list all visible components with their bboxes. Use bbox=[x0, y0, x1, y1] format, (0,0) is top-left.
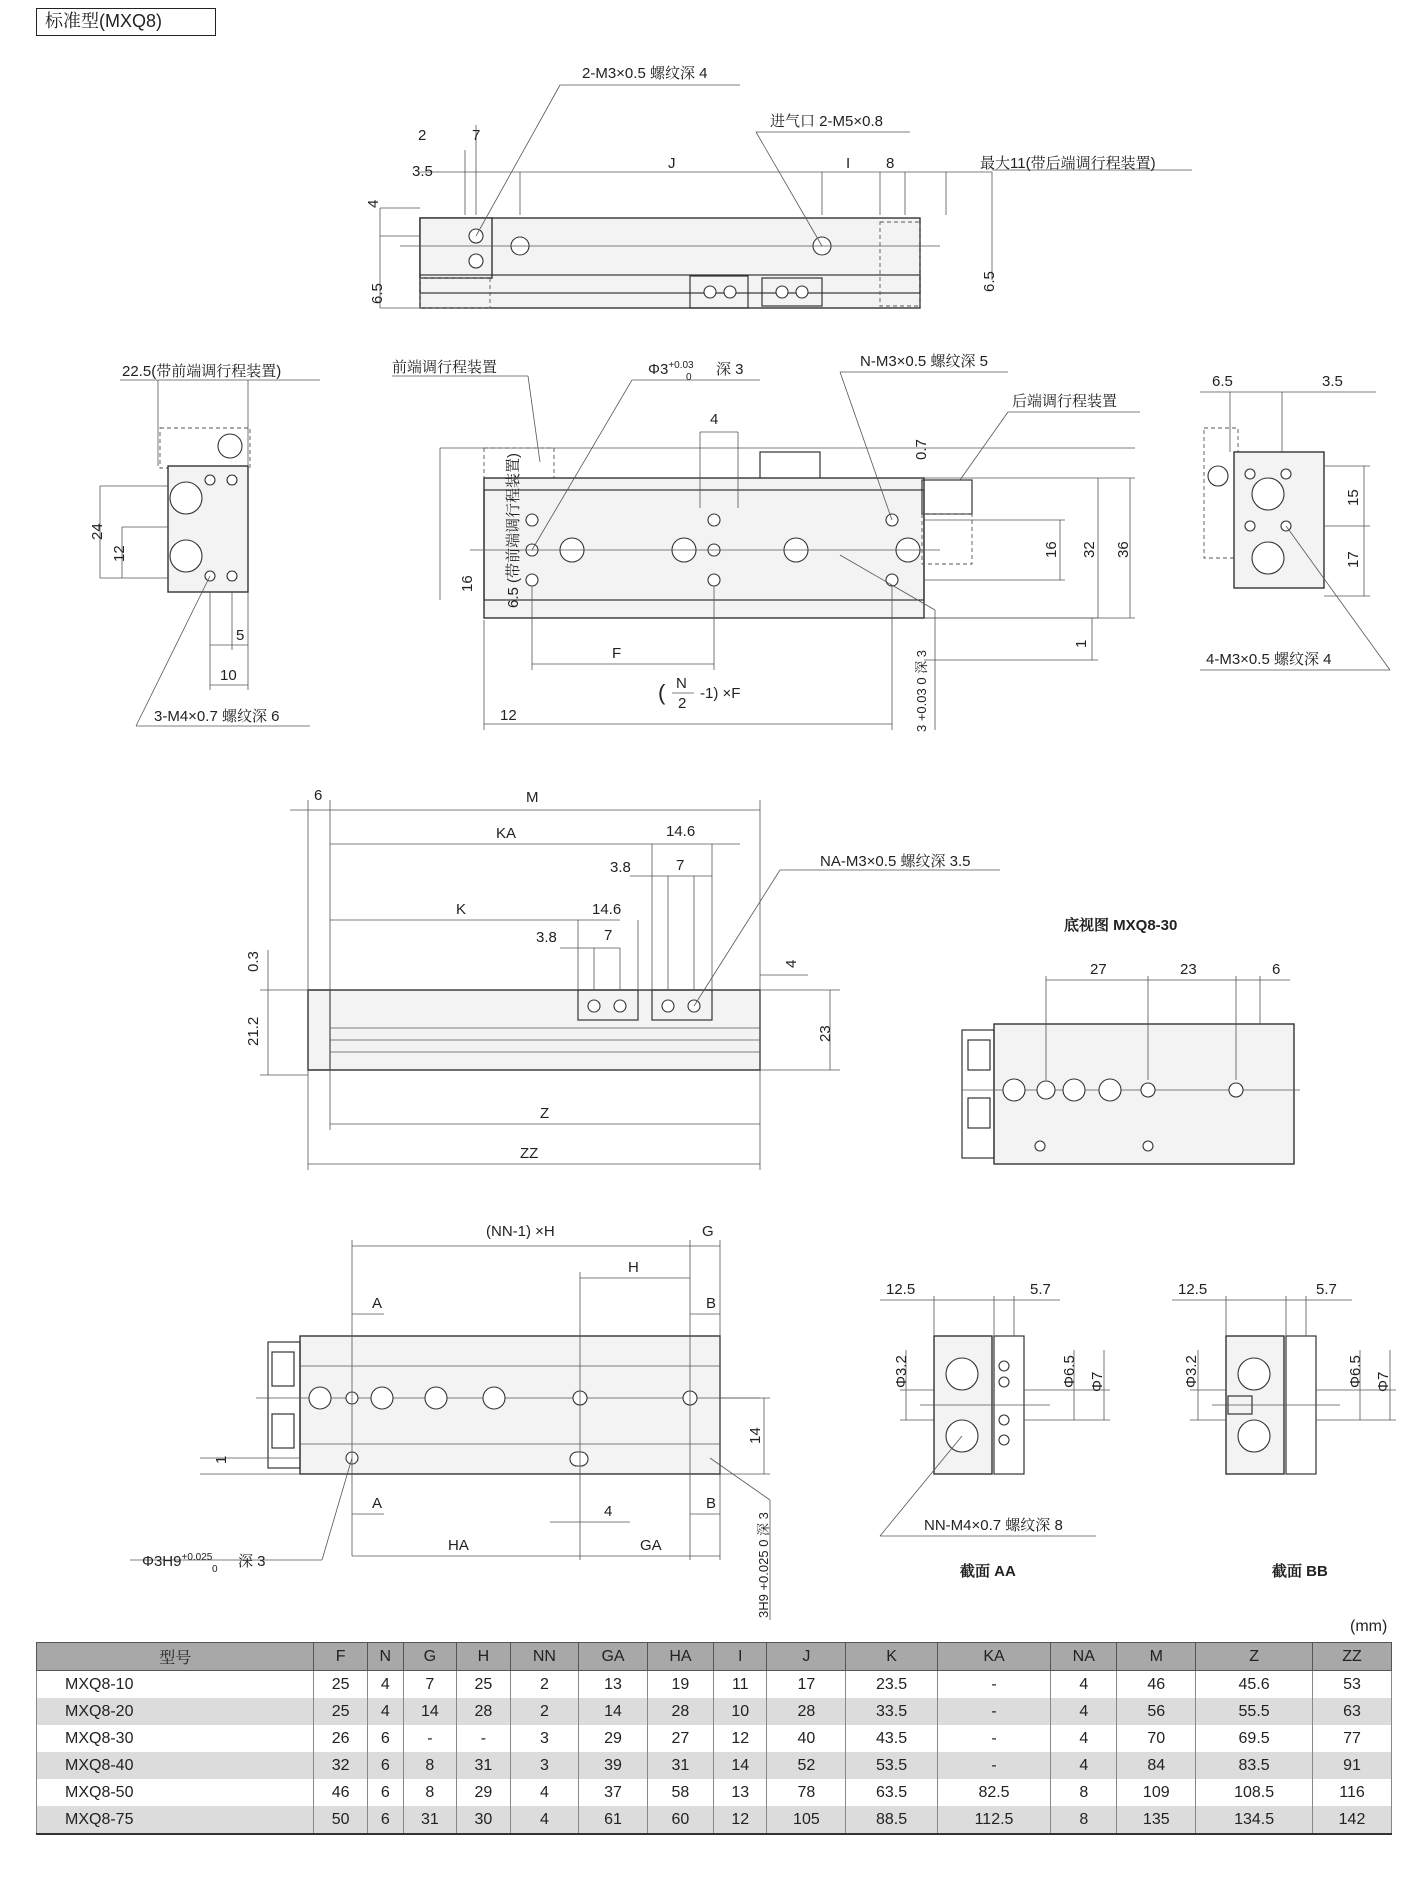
table-cell: 82.5 bbox=[937, 1779, 1050, 1806]
dim-phi-6-5-bb: Φ6.5 bbox=[1347, 1355, 1364, 1388]
bottom-view bbox=[962, 916, 1300, 1164]
table-cell: 12 bbox=[714, 1725, 767, 1752]
table-cell: 17 bbox=[767, 1671, 846, 1699]
dim-phi-7-aa: Φ7 bbox=[1089, 1371, 1106, 1392]
table-cell: 60 bbox=[647, 1806, 713, 1834]
table-cell: 91 bbox=[1313, 1752, 1392, 1779]
dim-5-7-bb: 5.7 bbox=[1316, 1281, 1337, 1298]
slot-vertical-tol-lower: 3H9 +0.025 0 深 3 bbox=[756, 1512, 771, 1618]
dim-4: 4 bbox=[365, 199, 382, 208]
dim-GA: GA bbox=[640, 1537, 662, 1554]
table-cell: 14 bbox=[714, 1752, 767, 1779]
table-cell: 4 bbox=[1051, 1725, 1117, 1752]
dim-0-7: 0.7 bbox=[913, 439, 930, 460]
thread-note-right: 4-M3×0.5 螺纹深 4 bbox=[1206, 651, 1332, 668]
table-cell: 10 bbox=[714, 1698, 767, 1725]
table-cell: 84 bbox=[1117, 1752, 1196, 1779]
table-cell: 25 bbox=[457, 1671, 510, 1699]
table-cell: 31 bbox=[403, 1806, 456, 1834]
table-cell: 105 bbox=[767, 1806, 846, 1834]
phi-hole-lower-depth: 深 3 bbox=[238, 1553, 266, 1570]
section-mark-B-bottom: B bbox=[706, 1495, 717, 1512]
phi-hole-label: $\Phi 3^{+0.03}$ bbox=[648, 360, 694, 378]
side-view bbox=[245, 787, 1000, 1170]
dim-J: J bbox=[668, 155, 676, 172]
table-header-cell: F bbox=[314, 1643, 367, 1671]
table-cell: 135 bbox=[1117, 1806, 1196, 1834]
dim-24: 24 bbox=[89, 523, 106, 540]
table-cell: 58 bbox=[647, 1779, 713, 1806]
table-row bbox=[37, 1752, 1392, 1779]
table-cell: 31 bbox=[647, 1752, 713, 1779]
table-cell: 116 bbox=[1313, 1779, 1392, 1806]
dim-1-mid: 1 bbox=[1073, 639, 1090, 648]
table-cell: 56 bbox=[1117, 1698, 1196, 1725]
dim-NN-H: (NN-1) ×H bbox=[486, 1223, 555, 1240]
table-cell: 19 bbox=[647, 1671, 713, 1699]
section-aa bbox=[880, 1281, 1110, 1580]
port-note: 进气口 2-M5×0.8 bbox=[770, 113, 883, 130]
table-cell: 134.5 bbox=[1196, 1806, 1313, 1834]
table-cell: 46 bbox=[1117, 1671, 1196, 1699]
dim-H: H bbox=[628, 1259, 639, 1276]
thread-note-left: 3-M4×0.7 螺纹深 6 bbox=[154, 708, 280, 725]
table-cell: 52 bbox=[767, 1752, 846, 1779]
table-header-cell: ZZ bbox=[1313, 1643, 1392, 1671]
svg-text:-1) ×F: -1) ×F bbox=[700, 685, 741, 702]
section-mark-B-top: B bbox=[706, 1295, 717, 1312]
section-bb bbox=[1172, 1281, 1396, 1580]
dim-14-6-upper: 14.6 bbox=[666, 823, 696, 840]
table-header-row bbox=[37, 1643, 1392, 1671]
table-cell: 40 bbox=[767, 1725, 846, 1752]
dim-4-side: 4 bbox=[783, 959, 800, 968]
table-cell: 14 bbox=[579, 1698, 648, 1725]
table-header-cell: Z bbox=[1196, 1643, 1313, 1671]
front-adjuster-label: 前端调行程装置 bbox=[392, 359, 498, 376]
table-header-cell: KA bbox=[937, 1643, 1050, 1671]
table-cell: - bbox=[937, 1752, 1050, 1779]
table-cell: 30 bbox=[457, 1806, 510, 1834]
dim-6-bottom: 6 bbox=[1272, 961, 1281, 978]
dim-I: I bbox=[846, 155, 851, 172]
dim-4-mid: 4 bbox=[710, 411, 719, 428]
formula-N-over-2 bbox=[658, 675, 740, 712]
dim-1-lower: 1 bbox=[213, 1455, 230, 1464]
table-cell: 6 bbox=[367, 1725, 403, 1752]
table-header-cell: HA bbox=[647, 1643, 713, 1671]
dim-6-5-right-end: 6.5 bbox=[1212, 373, 1233, 390]
dim-K: K bbox=[456, 901, 467, 918]
svg-text:2: 2 bbox=[678, 695, 687, 712]
dim-6-5-left: 6.5 bbox=[369, 283, 386, 304]
table-cell: 4 bbox=[1051, 1671, 1117, 1699]
table-cell: 109 bbox=[1117, 1779, 1196, 1806]
table-cell: 8 bbox=[403, 1752, 456, 1779]
table-cell: 53.5 bbox=[846, 1752, 937, 1779]
table-cell: 3 bbox=[510, 1752, 579, 1779]
page-title: 标准型(MXQ8) bbox=[36, 8, 216, 36]
table-header-cell: NA bbox=[1051, 1643, 1117, 1671]
table-cell: 112.5 bbox=[937, 1806, 1050, 1834]
dim-Z: Z bbox=[540, 1105, 550, 1122]
dim-12-5-bb: 12.5 bbox=[1178, 1281, 1208, 1298]
table-cell: 28 bbox=[767, 1698, 846, 1725]
table-cell: 4 bbox=[1051, 1698, 1117, 1725]
dim-3-8-lower: 3.8 bbox=[536, 929, 557, 946]
table-header-cell: H bbox=[457, 1643, 510, 1671]
table-cell: 27 bbox=[647, 1725, 713, 1752]
table-cell: 63.5 bbox=[846, 1779, 937, 1806]
table-cell: 13 bbox=[714, 1779, 767, 1806]
dim-4-lower: 4 bbox=[604, 1503, 613, 1520]
dim-7: 7 bbox=[472, 127, 481, 144]
table-header-cell: J bbox=[767, 1643, 846, 1671]
table-cell: 23.5 bbox=[846, 1671, 937, 1699]
dim-3-8-upper: 3.8 bbox=[610, 859, 631, 876]
dim-3-5: 3.5 bbox=[412, 163, 433, 180]
table-cell: - bbox=[403, 1725, 456, 1752]
dim-23-bottom: 23 bbox=[1180, 961, 1197, 978]
table-cell: 29 bbox=[457, 1779, 510, 1806]
table-cell: 11 bbox=[714, 1671, 767, 1699]
table-cell: 8 bbox=[403, 1779, 456, 1806]
table-cell: 7 bbox=[403, 1671, 456, 1699]
dim-23-side: 23 bbox=[817, 1025, 834, 1042]
thread-note-mid: N-M3×0.5 螺纹深 5 bbox=[860, 353, 988, 370]
table-cell: 6 bbox=[367, 1752, 403, 1779]
dim-0-3: 0.3 bbox=[245, 951, 262, 972]
table-cell: 6 bbox=[367, 1806, 403, 1834]
table-header-cell: NN bbox=[510, 1643, 579, 1671]
table-row bbox=[37, 1806, 1392, 1834]
table-cell: 4 bbox=[367, 1698, 403, 1725]
dim-2: 2 bbox=[418, 127, 427, 144]
table-cell: 142 bbox=[1313, 1806, 1392, 1834]
dim-F: F bbox=[612, 645, 622, 662]
table-cell: 37 bbox=[579, 1779, 648, 1806]
dim-32: 32 bbox=[1081, 541, 1098, 558]
table-cell: 4 bbox=[510, 1779, 579, 1806]
thread-note-aa: NN-M4×0.7 螺纹深 8 bbox=[924, 1517, 1063, 1534]
table-header-cell: G bbox=[403, 1643, 456, 1671]
dim-12-mid: 12 bbox=[500, 707, 517, 724]
table-cell: 29 bbox=[579, 1725, 648, 1752]
table-cell: 77 bbox=[1313, 1725, 1392, 1752]
table-cell: MXQ8-30 bbox=[37, 1725, 314, 1752]
table-cell: 45.6 bbox=[1196, 1671, 1313, 1699]
unit-label: (mm) bbox=[1350, 1618, 1388, 1635]
table-cell: 14 bbox=[403, 1698, 456, 1725]
table-header-cell: I bbox=[714, 1643, 767, 1671]
table-cell: 32 bbox=[314, 1752, 367, 1779]
table-body bbox=[37, 1671, 1392, 1835]
dim-27: 27 bbox=[1090, 961, 1107, 978]
spec-table bbox=[36, 1642, 1392, 1835]
table-cell: 83.5 bbox=[1196, 1752, 1313, 1779]
table-cell: - bbox=[457, 1725, 510, 1752]
dim-15: 15 bbox=[1345, 489, 1362, 506]
table-cell: 26 bbox=[314, 1725, 367, 1752]
section-bb-title: 截面 BB bbox=[1272, 1563, 1328, 1580]
table-cell: - bbox=[937, 1698, 1050, 1725]
table-header-cell: N bbox=[367, 1643, 403, 1671]
table-cell: 39 bbox=[579, 1752, 648, 1779]
lower-front-view bbox=[130, 1223, 771, 1620]
dim-phi-3-2-aa: Φ3.2 bbox=[893, 1355, 910, 1388]
table-cell: 55.5 bbox=[1196, 1698, 1313, 1725]
svg-text:(: ( bbox=[658, 680, 666, 705]
phi-hole-lower: $\Phi 3H9^{+0.025}$ bbox=[142, 1552, 213, 1570]
table-cell: 6 bbox=[367, 1779, 403, 1806]
section-aa-title: 截面 AA bbox=[960, 1563, 1016, 1580]
table-cell: MXQ8-40 bbox=[37, 1752, 314, 1779]
table-cell: 2 bbox=[510, 1671, 579, 1699]
left-end-view bbox=[89, 363, 320, 726]
table-cell: 8 bbox=[1051, 1779, 1117, 1806]
dim-14-6-lower: 14.6 bbox=[592, 901, 622, 918]
table-cell: 2 bbox=[510, 1698, 579, 1725]
thread-note-side: NA-M3×0.5 螺纹深 3.5 bbox=[820, 853, 971, 870]
table-cell: 13 bbox=[579, 1671, 648, 1699]
table-cell: - bbox=[937, 1671, 1050, 1699]
dim-G: G bbox=[702, 1223, 714, 1240]
table-cell: 61 bbox=[579, 1806, 648, 1834]
dim-16-left: 16 bbox=[459, 575, 476, 592]
table-cell: 43.5 bbox=[846, 1725, 937, 1752]
dim-HA: HA bbox=[448, 1537, 469, 1554]
max-stroke-note: 最大11(带后端调行程装置) bbox=[980, 155, 1156, 172]
table-header-cell: 型号 bbox=[37, 1643, 314, 1671]
dim-8: 8 bbox=[886, 155, 895, 172]
dim-phi-3-2-bb: Φ3.2 bbox=[1183, 1355, 1200, 1388]
table-cell: 31 bbox=[457, 1752, 510, 1779]
dim-16-right: 16 bbox=[1043, 541, 1060, 558]
table-cell: 33.5 bbox=[846, 1698, 937, 1725]
table-cell: MXQ8-20 bbox=[37, 1698, 314, 1725]
table-cell: 69.5 bbox=[1196, 1725, 1313, 1752]
phi-hole-depth: 深 3 bbox=[716, 361, 744, 378]
dim-6-side: 6 bbox=[314, 787, 323, 804]
table-cell: 28 bbox=[647, 1698, 713, 1725]
table-header-cell: GA bbox=[579, 1643, 648, 1671]
section-mark-A-bottom: A bbox=[372, 1495, 383, 1512]
middle-front-view bbox=[392, 353, 1140, 732]
dim-3-5-right-end: 3.5 bbox=[1322, 373, 1343, 390]
slot-vertical-tol: 3 +0.03 0 深 3 bbox=[914, 649, 929, 732]
table-cell: - bbox=[937, 1725, 1050, 1752]
table-cell: 3 bbox=[510, 1725, 579, 1752]
table-cell: 8 bbox=[1051, 1806, 1117, 1834]
bottom-view-title: 底视图 MXQ8-30 bbox=[1064, 917, 1178, 934]
right-end-view bbox=[1200, 373, 1390, 670]
dim-6-5-right: 6.5 bbox=[981, 271, 998, 292]
table-row bbox=[37, 1671, 1392, 1699]
svg-text:N: N bbox=[676, 675, 687, 692]
dim-12-5-aa: 12.5 bbox=[886, 1281, 916, 1298]
table-cell: 46 bbox=[314, 1779, 367, 1806]
table-row bbox=[37, 1725, 1392, 1752]
dim-5-7-aa: 5.7 bbox=[1030, 1281, 1051, 1298]
table-cell: 88.5 bbox=[846, 1806, 937, 1834]
dim-M: M bbox=[526, 789, 539, 806]
table-cell: MXQ8-10 bbox=[37, 1671, 314, 1699]
dim-5: 5 bbox=[236, 627, 245, 644]
table-row bbox=[37, 1779, 1392, 1806]
table-cell: 4 bbox=[367, 1671, 403, 1699]
dim-36: 36 bbox=[1115, 541, 1132, 558]
dim-phi-7-bb: Φ7 bbox=[1375, 1371, 1392, 1392]
section-mark-A-top: A bbox=[372, 1295, 383, 1312]
top-view bbox=[365, 65, 1192, 308]
table-cell: 12 bbox=[714, 1806, 767, 1834]
table-cell: 28 bbox=[457, 1698, 510, 1725]
table-cell: 53 bbox=[1313, 1671, 1392, 1699]
table-cell: 70 bbox=[1117, 1725, 1196, 1752]
dim-KA: KA bbox=[496, 825, 517, 842]
dim-7-lower: 7 bbox=[604, 927, 613, 944]
table-header-cell: M bbox=[1117, 1643, 1196, 1671]
dim-10: 10 bbox=[220, 667, 237, 684]
dim-14: 14 bbox=[747, 1427, 764, 1444]
phi-hole-tol-zero: 0 bbox=[686, 372, 692, 383]
table-row bbox=[37, 1698, 1392, 1725]
dim-21-2: 21.2 bbox=[245, 1016, 262, 1046]
dim-7-upper: 7 bbox=[676, 857, 685, 874]
thread-note-top: 2-M3×0.5 螺纹深 4 bbox=[582, 65, 708, 82]
rear-adjuster-label: 后端调行程装置 bbox=[1012, 393, 1118, 410]
dim-ZZ: ZZ bbox=[520, 1145, 539, 1162]
phi-hole-lower-tol-zero: 0 bbox=[212, 1564, 218, 1575]
dim-12-left: 12 bbox=[111, 545, 128, 562]
front-adjuster-vertical-note: 6.5 (带前端调行程装置) bbox=[505, 452, 522, 608]
table-cell: 50 bbox=[314, 1806, 367, 1834]
table-cell: MXQ8-75 bbox=[37, 1806, 314, 1834]
table-cell: MXQ8-50 bbox=[37, 1779, 314, 1806]
table-cell: 78 bbox=[767, 1779, 846, 1806]
front-adjuster-note-left: 22.5(带前端调行程装置) bbox=[122, 363, 282, 380]
table-header-cell: K bbox=[846, 1643, 937, 1671]
table-cell: 25 bbox=[314, 1671, 367, 1699]
table-cell: 108.5 bbox=[1196, 1779, 1313, 1806]
dim-phi-6-5-aa: Φ6.5 bbox=[1061, 1355, 1078, 1388]
table-cell: 63 bbox=[1313, 1698, 1392, 1725]
table-cell: 4 bbox=[510, 1806, 579, 1834]
table-cell: 4 bbox=[1051, 1752, 1117, 1779]
dim-17: 17 bbox=[1345, 551, 1362, 568]
table-cell: 25 bbox=[314, 1698, 367, 1725]
